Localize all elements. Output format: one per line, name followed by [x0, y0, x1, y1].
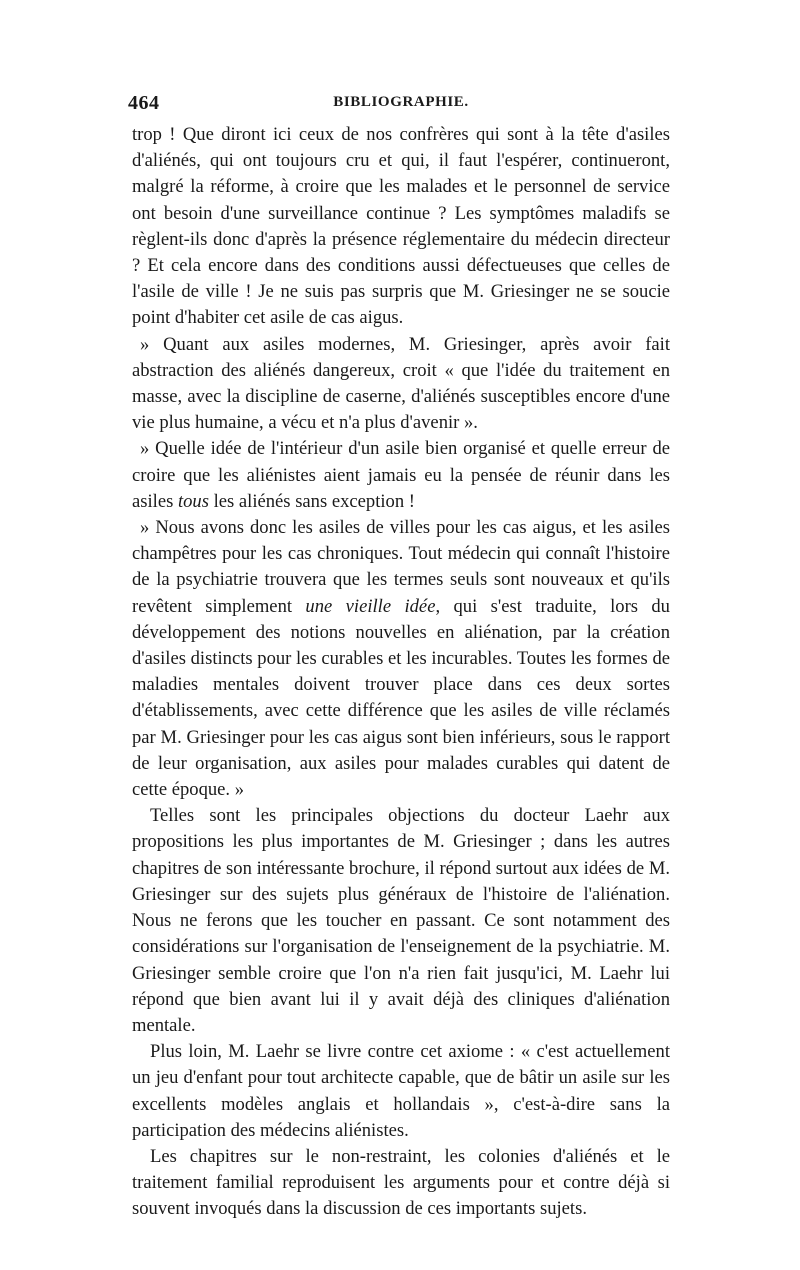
page-header — [128, 92, 670, 122]
paragraph-continuation: trop ! Que diront ici ceux de nos confrères qui sont à la tête d'asiles d'aliénés, qui ont toujours cru et qui, il faut l'espérer, continueront, malgré la réforme, à croire que les malades et le personnel de service ont besoin d'une surveillance continue ? Les symptômes maladifs se règlent-ils donc d'après la présence réglementaire du médecin directeur ? Et cela encore dans des conditions aussi défectueuses que celles de l'asile de ville ! Je ne suis pas surpris que M. Griesinger ne se soucie point d'habiter cet asile de cas aigus. — [132, 124, 670, 329]
paragraph-quote-modern-asylums: » Quant aux asiles modernes, M. Griesinger, après avoir fait abstraction des aliénés dangereux, croit « que l'idée du traitement en masse, avec la discipline de caserne, d'aliénés susceptibles encore d'une vie plus humaine, a vécu et n'a plus d'avenir ». — [132, 333, 670, 434]
paragraph-architect: Plus loin, M. Laehr se livre contre cet axiome : « c'est actuellement un jeu d'enfant pour tout architecte capable, que de bâtir un asile sur les excellents modèles anglais et hollandais », c'est-à-dire sans la participation des médecins aliénistes. — [132, 1041, 670, 1141]
paragraph-non-restraint: Les chapitres sur le non-restraint, les colonies d'aliénés et le traitement familial reproduisent les arguments pour et contre déjà si souvent invoqués dans la discussion de ces importants sujets. — [132, 1145, 670, 1220]
page-number: 464 — [128, 92, 160, 114]
book-page — [128, 92, 670, 1223]
paragraph-quote-city-asylums: » Nous avons donc les asiles de villes pour les cas aigus, et les asiles champêtres pour les cas chroniques. Tout médecin qui connaît l'histoire de la psychiatrie trouvera que les termes seuls sont nouveaux et qu'ils revêtent simplement une vieille idée, qui s'est traduite, lors du développement des notions nouvelles en aliénation, par la création d'asiles distincts pour les curables et les incurables. Toutes les formes de maladies mentales doivent trouver place dans ces deux sortes d'établissements, avec cette différence que les asiles de ville réclamés par M. Griesinger pour les cas aigus sont bien inférieurs, sous le rapport de leur organisation, aux asiles pour malades curables qui datent de cette époque. » — [132, 517, 670, 801]
body-text — [132, 122, 670, 1223]
running-head: BIBLIOGRAPHIE. — [333, 94, 469, 110]
paragraph-objections: Telles sont les principales objections du docteur Laehr aux propositions les plus importantes de M. Griesinger ; dans les autres chapitres de son intéressante brochure, il répond surtout aux idées de M. Griesinger sur des sujets plus généraux de l'histoire de l'aliénation. Nous ne ferons que les toucher en passant. Ce sont notamment des considérations sur l'organisation de l'enseignement de la psychiatrie. M. Griesinger semble croire que l'on n'a rien fait jusqu'ici, M. Laehr lui répond que bien avant lui il y avait déjà des cliniques d'aliénation mentale. — [132, 805, 670, 1036]
emphasis-tous: tous — [177, 490, 209, 512]
paragraph-quote-idea: » Quelle idée de l'intérieur d'un asile bien organisé et quelle erreur de croire que les aliénistes aient jamais eu la pensée de réunir dans les asiles tous les aliénés sans exception ! — [132, 438, 670, 512]
emphasis-vieille-idee: une vieille idée — [305, 595, 436, 617]
